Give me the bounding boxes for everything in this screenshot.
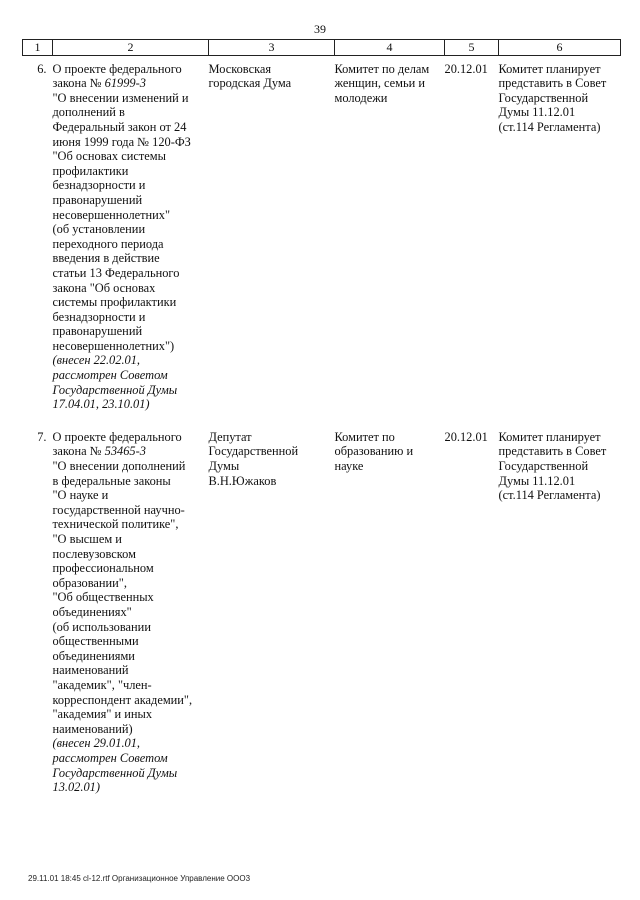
bill-title-line: корреспондент академии", bbox=[52, 692, 193, 707]
bill-title-line: государственной научно- bbox=[52, 502, 185, 517]
bill-title-line: (об установлении bbox=[52, 222, 146, 237]
responsible-committee-line: Комитет по bbox=[334, 429, 395, 444]
status-note bbox=[499, 55, 621, 412]
page-number: 39 bbox=[314, 22, 326, 36]
bill-title-line: технической политике", bbox=[52, 517, 179, 532]
bill-number: 61999-3 bbox=[104, 76, 146, 91]
bill-title-line: Федеральный закон от 24 bbox=[52, 119, 187, 134]
bill-title-line: "Об общественных bbox=[52, 590, 154, 605]
column-header: 2 bbox=[53, 40, 209, 56]
bill-title-line: "О высшем и bbox=[52, 532, 122, 546]
bill-title-line: образовании", bbox=[52, 575, 127, 590]
status-note-line: представить в Совет bbox=[498, 76, 607, 91]
bill-title-line: дополнений в bbox=[52, 105, 125, 120]
bill-title-line: общественными bbox=[52, 634, 139, 649]
column-header: 4 bbox=[335, 40, 445, 56]
table-row bbox=[23, 412, 621, 795]
bill-author bbox=[209, 55, 335, 412]
status-note-line: Государственной bbox=[498, 459, 589, 474]
bill-title-line: несовершеннолетних" bbox=[52, 207, 171, 222]
status-note-line: Думы 11.12.01 bbox=[498, 105, 576, 120]
bill-number: 53465-3 bbox=[104, 444, 146, 459]
status-note-line: (ст.114 Регламента) bbox=[498, 488, 601, 503]
bill-title bbox=[53, 55, 209, 412]
review-date: 20.12.01 bbox=[444, 429, 488, 444]
bill-author-line: Московская bbox=[208, 61, 272, 76]
bill-author-line: Думы bbox=[208, 459, 240, 474]
bill-title-line: июня 1999 года № 120-ФЗ bbox=[52, 134, 191, 149]
row-number: 7. bbox=[37, 429, 47, 444]
bill-title-line: в федеральные законы bbox=[52, 473, 171, 488]
column-header: 1 bbox=[23, 40, 53, 56]
responsible-committee bbox=[335, 412, 445, 795]
column-header: 6 bbox=[499, 40, 621, 56]
bill-title-line: Государственной Думы bbox=[52, 765, 178, 780]
bill-title-line: 13.02.01) bbox=[52, 780, 100, 795]
document-footer: 29.11.01 18:45 cl-12.rtf Организационное Управление ООО3 bbox=[28, 874, 251, 883]
bill-author-line: В.Н.Южаков bbox=[208, 473, 277, 488]
responsible-committee-line: Комитет по делам bbox=[334, 61, 430, 76]
column-header: 5 bbox=[445, 40, 499, 56]
bill-title-line: "Об основах системы bbox=[52, 149, 166, 164]
bill-title-line: (внесен 29.01.01, bbox=[52, 736, 141, 751]
bill-title-line: "О внесении дополнений bbox=[52, 459, 186, 474]
bill-title-line: профилактики bbox=[52, 163, 129, 178]
responsible-committee-line: женщин, семьи и bbox=[334, 76, 426, 91]
bill-title-line: (внесен 22.02.01, bbox=[52, 353, 141, 368]
bill-title-line: наименований bbox=[52, 663, 129, 678]
bill-title-line: правонарушений bbox=[52, 324, 143, 339]
bill-author-line: Государственной bbox=[208, 444, 299, 459]
status-note bbox=[499, 412, 621, 795]
bill-title-line: "О науке и bbox=[52, 488, 109, 503]
bill-title-line: "О внесении изменений и bbox=[52, 90, 189, 105]
bill-title-line: закона № 61999-3 bbox=[52, 76, 146, 91]
status-note-line: Комитет планирует bbox=[498, 61, 601, 76]
bill-title-line: наименований) bbox=[52, 721, 133, 736]
bill-title-line: объединениях" bbox=[52, 604, 132, 619]
status-note-line: Комитет планирует bbox=[498, 429, 601, 444]
bill-title-line: (об использовании bbox=[52, 619, 151, 634]
bill-title-line: переходного периода bbox=[52, 236, 164, 251]
responsible-committee-line: науке bbox=[334, 459, 364, 474]
bill-title-line: О проекте федерального bbox=[52, 429, 182, 444]
bill-title-line: закона "Об основах bbox=[52, 280, 156, 295]
review-date: 20.12.01 bbox=[444, 61, 488, 76]
status-note-line: Государственной bbox=[498, 90, 589, 105]
bill-title-line: "академик", "член- bbox=[52, 677, 152, 692]
status-note-line: Думы 11.12.01 bbox=[498, 473, 576, 488]
bill-author bbox=[209, 412, 335, 795]
bill-title-line: О проекте федерального bbox=[52, 61, 182, 76]
responsible-committee-line: образованию и bbox=[334, 444, 414, 459]
bill-title-line: безнадзорности и bbox=[52, 309, 146, 324]
bill-title bbox=[53, 412, 209, 795]
bill-title-line: рассмотрен Советом bbox=[52, 368, 168, 383]
responsible-committee-line: молодежи bbox=[334, 90, 388, 105]
column-header: 3 bbox=[209, 40, 335, 56]
bill-title-line: статьи 13 Федерального bbox=[52, 265, 180, 280]
status-note-line: представить в Совет bbox=[498, 444, 607, 459]
bill-title-line: послевузовском bbox=[52, 546, 136, 561]
status-note-line: (ст.114 Регламента) bbox=[498, 119, 601, 134]
bill-title-line: Государственной Думы bbox=[52, 382, 178, 397]
table-row bbox=[23, 55, 621, 412]
bill-title-line: системы профилактики bbox=[52, 295, 177, 310]
header-row bbox=[23, 40, 621, 56]
bill-title-line: "академия" и иных bbox=[52, 707, 153, 722]
bill-author-line: городская Дума bbox=[208, 76, 292, 91]
bill-title-line: 17.04.01, 23.10.01) bbox=[52, 397, 150, 412]
bill-title-line: закона № 53465-3 bbox=[52, 444, 146, 459]
row-number: 6. bbox=[37, 61, 47, 76]
bill-title-line: объединениями bbox=[52, 648, 135, 663]
bills-table bbox=[22, 39, 621, 795]
bill-title-line: рассмотрен Советом bbox=[52, 750, 168, 765]
responsible-committee bbox=[335, 55, 445, 412]
bill-title-line: профессиональном bbox=[52, 561, 154, 576]
bill-title-line: правонарушений bbox=[52, 192, 143, 207]
bill-title-line: несовершеннолетних") bbox=[52, 338, 175, 353]
bill-author-line: Депутат bbox=[208, 429, 252, 444]
bill-title-line: введения в действие bbox=[52, 251, 160, 266]
bill-title-line: безнадзорности и bbox=[52, 178, 146, 193]
